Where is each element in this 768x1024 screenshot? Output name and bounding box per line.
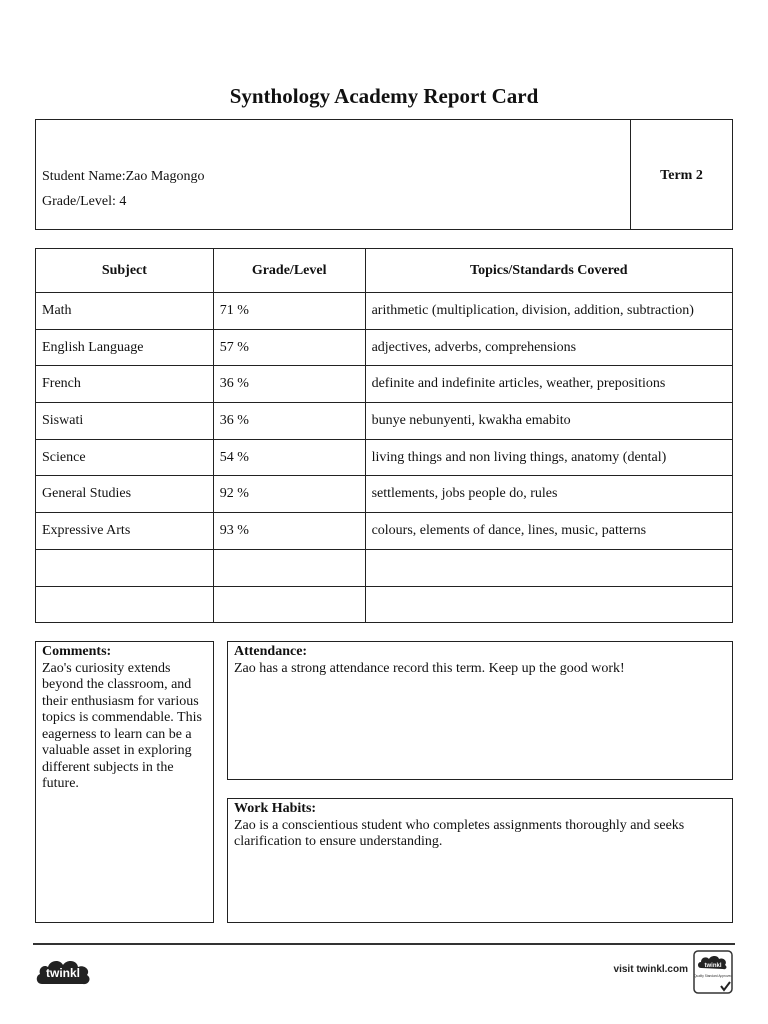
table-row: [36, 293, 733, 330]
student-grade-level: Grade/Level: 4: [42, 194, 127, 209]
topics-cell: living things and non living things, anatomy (dental): [365, 439, 732, 476]
grade-cell: 71 %: [213, 293, 365, 330]
grade-cell: 54 %: [213, 439, 365, 476]
grades-table: [35, 248, 733, 623]
work-habits-heading: Work Habits:: [234, 801, 317, 816]
header-topics: Topics/Standards Covered: [365, 249, 732, 293]
table-row: [36, 513, 733, 550]
topics-cell: definite and indefinite articles, weather, prepositions: [365, 366, 732, 403]
logo-text: twinkl: [45, 966, 81, 980]
subject-cell: General Studies: [36, 476, 214, 513]
grade-cell: 92 %: [213, 476, 365, 513]
grade-cell: 57 %: [213, 329, 365, 366]
badge-caption: Quality Standard Approved: [693, 974, 733, 978]
subject-cell: Math: [36, 293, 214, 330]
subject-cell: [36, 586, 214, 623]
grade-cell: [213, 549, 365, 586]
grade-cell: 36 %: [213, 403, 365, 440]
comments-heading: Comments:: [42, 644, 112, 659]
quality-standard-badge-icon: [693, 950, 733, 994]
table-header-row: [36, 249, 733, 293]
topics-cell: [365, 549, 732, 586]
subject-cell: English Language: [36, 329, 214, 366]
visit-link[interactable]: visit twinkl.com: [613, 964, 688, 975]
topics-cell: settlements, jobs people do, rules: [365, 476, 732, 513]
subject-cell: Science: [36, 439, 214, 476]
topics-cell: colours, elements of dance, lines, music, patterns: [365, 513, 732, 550]
attendance-box: [227, 641, 733, 780]
subject-cell: French: [36, 366, 214, 403]
topics-cell: arithmetic (multiplication, division, addition, subtraction): [365, 293, 732, 330]
attendance-text: Zao has a strong attendance record this term. Keep up the good work!: [234, 660, 625, 676]
student-name: Student Name:Zao Magongo: [42, 169, 205, 184]
table-row-empty: [36, 586, 733, 623]
attendance-heading: Attendance:: [234, 644, 308, 659]
work-habits-box: [227, 798, 733, 923]
table-row: [36, 476, 733, 513]
badge-text: twinkl: [704, 963, 722, 969]
table-row: [36, 329, 733, 366]
term-label: Term 2: [660, 168, 703, 183]
page-title: Synthology Academy Report Card: [229, 84, 539, 108]
student-info-box: [35, 119, 733, 230]
footer-divider: [33, 943, 735, 945]
table-row: [36, 366, 733, 403]
table-row: [36, 403, 733, 440]
table-row-empty: [36, 549, 733, 586]
topics-cell: bunye nebunyenti, kwakha emabito: [365, 403, 732, 440]
comments-text: Zao's curiosity extends beyond the classroom, and their enthusiasm for various topics is commendable. This eagerness to learn can be a valuable asset in exploring different subjects in the future.: [42, 660, 202, 791]
header-grade-level: Grade/Level: [213, 249, 365, 293]
comments-box: [35, 641, 214, 923]
student-details: [36, 120, 631, 229]
subject-cell: Siswati: [36, 403, 214, 440]
work-habits-text: Zao is a conscientious student who completes assignments thoroughly and seeks clarification to ensure understanding.: [234, 817, 685, 849]
grade-cell: 36 %: [213, 366, 365, 403]
term-cell: [631, 120, 732, 229]
topics-cell: adjectives, adverbs, comprehensions: [365, 329, 732, 366]
subject-cell: Expressive Arts: [36, 513, 214, 550]
table-row: [36, 439, 733, 476]
twinkl-cloud-logo-icon[interactable]: [34, 954, 92, 988]
grade-cell: [213, 586, 365, 623]
header-subject: Subject: [36, 249, 214, 293]
grade-cell: 93 %: [213, 513, 365, 550]
topics-cell: [365, 586, 732, 623]
subject-cell: [36, 549, 214, 586]
